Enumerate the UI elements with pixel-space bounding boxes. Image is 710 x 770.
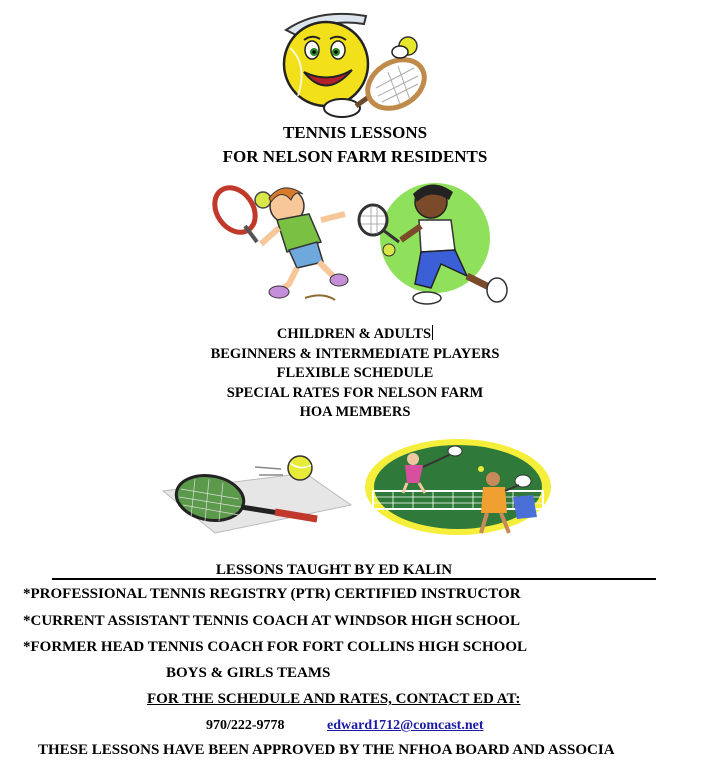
phone-number: 970/222-9778 <box>206 718 285 733</box>
feature-item: CHILDREN & ADULTS <box>276 326 432 342</box>
title-line-1: TENNIS LESSONS <box>282 123 428 142</box>
footer-approval: THESE LESSONS HAVE BEEN APPROVED BY THE NFHOA BOARD AND ASSOCIA <box>38 742 615 758</box>
email-link[interactable]: edward1712@comcast.net <box>327 718 484 733</box>
teams-line: BOYS & GIRLS TEAMS <box>166 665 331 681</box>
doubles-court-icon <box>363 437 553 537</box>
page-title <box>0 121 710 169</box>
feature-list <box>0 325 710 423</box>
racket-and-ball-icon <box>155 453 355 548</box>
contact-heading: FOR THE SCHEDULE AND RATES, CONTACT ED AT: <box>147 691 521 707</box>
credential-item: *FORMER HEAD TENNIS COACH FOR FORT COLLINS HIGH SCHOOL <box>23 639 527 655</box>
divider <box>52 578 656 580</box>
feature-item: FLEXIBLE SCHEDULE <box>276 365 434 381</box>
feature-item: HOA MEMBERS <box>299 404 411 420</box>
title-line-2: FOR NELSON FARM RESIDENTS <box>222 147 488 166</box>
feature-item: BEGINNERS & INTERMEDIATE PLAYERS <box>210 345 500 362</box>
text-cursor <box>432 325 433 340</box>
credential-item: *PROFESSIONAL TENNIS REGISTRY (PTR) CERTIFIED INSTRUCTOR <box>23 586 521 602</box>
instructor-heading: LESSONS TAUGHT BY ED KALIN <box>215 562 453 578</box>
kids-playing-tennis-icon <box>205 180 510 310</box>
credential-item: *CURRENT ASSISTANT TENNIS COACH AT WINDSOR HIGH SCHOOL <box>23 613 520 629</box>
smiling-tennis-ball-icon <box>268 8 438 122</box>
feature-item: SPECIAL RATES FOR NELSON FARM <box>226 384 484 401</box>
